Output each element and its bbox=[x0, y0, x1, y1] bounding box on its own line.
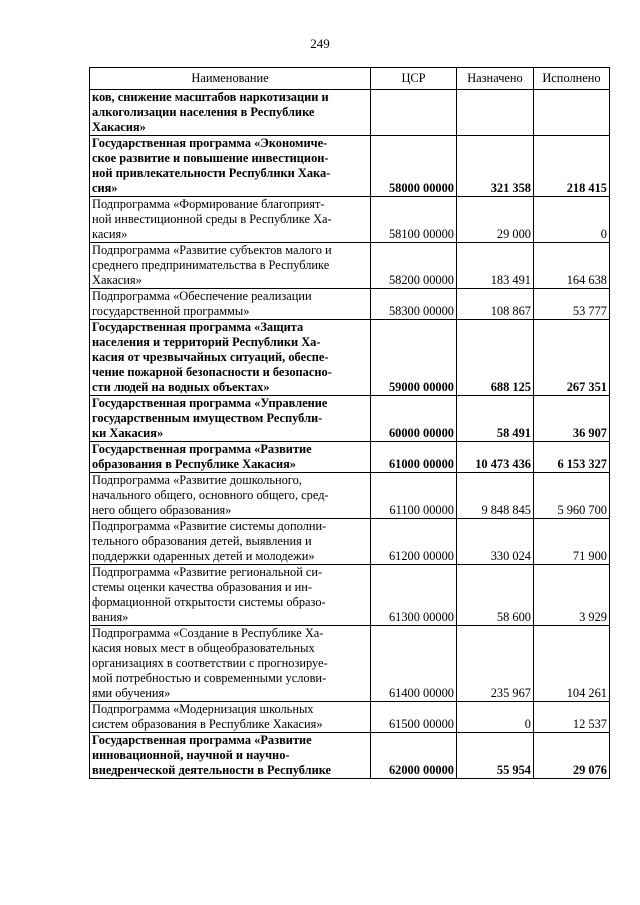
cell-planned: 235 967 bbox=[457, 626, 534, 702]
cell-name bbox=[90, 565, 371, 626]
cell-csr: 58300 00000 bbox=[371, 289, 457, 320]
cell-executed: 5 960 700 bbox=[534, 473, 610, 519]
cell-executed: 29 076 bbox=[534, 733, 610, 779]
cell-name-line: образования в Республике Хакасия» bbox=[92, 457, 296, 471]
cell-csr bbox=[371, 90, 457, 136]
cell-planned: 55 954 bbox=[457, 733, 534, 779]
cell-name-line: поддержки одаренных детей и молодежи» bbox=[92, 549, 315, 563]
cell-csr: 61400 00000 bbox=[371, 626, 457, 702]
cell-name-line: Государственная программа «Развитие bbox=[92, 442, 312, 456]
cell-planned: 9 848 845 bbox=[457, 473, 534, 519]
cell-csr: 60000 00000 bbox=[371, 396, 457, 442]
cell-executed: 218 415 bbox=[534, 136, 610, 197]
table-row bbox=[90, 136, 610, 197]
cell-executed: 53 777 bbox=[534, 289, 610, 320]
header-csr: ЦСР bbox=[371, 68, 457, 90]
cell-name-line: Хакасия» bbox=[92, 120, 146, 134]
cell-name-line: Подпрограмма «Обеспечение реализации bbox=[92, 289, 312, 303]
header-name: Наименование bbox=[90, 68, 371, 90]
cell-planned: 108 867 bbox=[457, 289, 534, 320]
table-row bbox=[90, 473, 610, 519]
cell-executed: 6 153 327 bbox=[534, 442, 610, 473]
cell-name-line: чение пожарной безопасности и безопасно- bbox=[92, 365, 332, 379]
cell-planned: 58 600 bbox=[457, 565, 534, 626]
cell-name-line: Подпрограмма «Развитие субъектов малого и bbox=[92, 243, 332, 257]
cell-csr: 61500 00000 bbox=[371, 702, 457, 733]
cell-name-line: сия» bbox=[92, 181, 118, 195]
cell-name-line: касия» bbox=[92, 227, 128, 241]
page-number: 249 bbox=[310, 36, 330, 51]
cell-executed: 104 261 bbox=[534, 626, 610, 702]
cell-name-line: организациях в соответствии с прогнозируе- bbox=[92, 656, 328, 670]
cell-name-line: внедренческой деятельности в Республике bbox=[92, 763, 332, 777]
cell-name-line: Государственная программа «Защита bbox=[92, 320, 304, 334]
cell-name bbox=[90, 626, 371, 702]
cell-name-line: Подпрограмма «Развитие региональной си- bbox=[92, 565, 323, 579]
cell-executed bbox=[534, 90, 610, 136]
cell-name-line: начального общего, основного общего, сред- bbox=[92, 488, 329, 502]
cell-name bbox=[90, 442, 371, 473]
table-row bbox=[90, 565, 610, 626]
cell-name bbox=[90, 197, 371, 243]
cell-name-line: Подпрограмма «Модернизация школьных bbox=[92, 702, 314, 716]
cell-name-line: систем образования в Республике Хакасия» bbox=[92, 717, 323, 731]
cell-name-line: ков, снижение масштабов наркотизации и bbox=[92, 90, 329, 104]
cell-name-line: алкоголизации населения в Республике bbox=[92, 105, 315, 119]
cell-name-line: тельного образования детей, выявления и bbox=[92, 534, 312, 548]
cell-name bbox=[90, 90, 371, 136]
cell-name bbox=[90, 702, 371, 733]
cell-name-line: ной привлекательности Республики Хака- bbox=[92, 166, 331, 180]
cell-csr: 61300 00000 bbox=[371, 565, 457, 626]
table-row bbox=[90, 733, 610, 779]
cell-name-line: вания» bbox=[92, 610, 129, 624]
cell-planned: 321 358 bbox=[457, 136, 534, 197]
table-row bbox=[90, 519, 610, 565]
cell-csr: 58000 00000 bbox=[371, 136, 457, 197]
cell-executed: 267 351 bbox=[534, 320, 610, 396]
cell-executed: 164 638 bbox=[534, 243, 610, 289]
cell-planned: 58 491 bbox=[457, 396, 534, 442]
cell-name-line: стемы оценки качества образования и ин- bbox=[92, 580, 313, 594]
cell-name bbox=[90, 289, 371, 320]
cell-name bbox=[90, 733, 371, 779]
cell-name-line: него общего образования» bbox=[92, 503, 232, 517]
cell-csr: 61000 00000 bbox=[371, 442, 457, 473]
cell-name bbox=[90, 320, 371, 396]
cell-name-line: Подпрограмма «Создание в Республике Ха- bbox=[92, 626, 324, 640]
cell-executed: 3 929 bbox=[534, 565, 610, 626]
cell-name-line: Государственная программа «Экономиче- bbox=[92, 136, 328, 150]
cell-name-line: Подпрограмма «Развитие дошкольного, bbox=[92, 473, 302, 487]
cell-name-line: мой потребностью и современными услови- bbox=[92, 671, 327, 685]
cell-name-line: формационной открытости системы образо- bbox=[92, 595, 326, 609]
cell-executed: 36 907 bbox=[534, 396, 610, 442]
cell-executed: 71 900 bbox=[534, 519, 610, 565]
table-row bbox=[90, 243, 610, 289]
cell-name-line: Подпрограмма «Формирование благоприят- bbox=[92, 197, 325, 211]
budget-table bbox=[89, 67, 610, 779]
cell-name bbox=[90, 519, 371, 565]
table-row bbox=[90, 442, 610, 473]
cell-name-line: касия от чрезвычайных ситуаций, обеспе- bbox=[92, 350, 329, 364]
cell-executed: 12 537 bbox=[534, 702, 610, 733]
cell-csr: 62000 00000 bbox=[371, 733, 457, 779]
cell-planned: 10 473 436 bbox=[457, 442, 534, 473]
table-row bbox=[90, 197, 610, 243]
table-row bbox=[90, 396, 610, 442]
cell-name-line: ной инвестиционной среды в Республике Ха- bbox=[92, 212, 332, 226]
cell-name-line: государственной программы» bbox=[92, 304, 250, 318]
cell-planned: 330 024 bbox=[457, 519, 534, 565]
cell-name-line: сти людей на водных объектах» bbox=[92, 380, 270, 394]
cell-planned: 688 125 bbox=[457, 320, 534, 396]
cell-csr: 61200 00000 bbox=[371, 519, 457, 565]
cell-name-line: Подпрограмма «Развитие системы дополни- bbox=[92, 519, 327, 533]
header-planned: Назначено bbox=[457, 68, 534, 90]
cell-name-line: государственным имуществом Республи- bbox=[92, 411, 323, 425]
cell-name-line: инновационной, научной и научно- bbox=[92, 748, 290, 762]
cell-name bbox=[90, 473, 371, 519]
cell-csr: 58200 00000 bbox=[371, 243, 457, 289]
cell-name-line: ское развитие и повышение инвестицион- bbox=[92, 151, 329, 165]
table-row bbox=[90, 626, 610, 702]
cell-csr: 59000 00000 bbox=[371, 320, 457, 396]
table-body bbox=[90, 90, 610, 779]
cell-name bbox=[90, 243, 371, 289]
cell-name-line: Государственная программа «Развитие bbox=[92, 733, 312, 747]
header-executed: Исполнено bbox=[534, 68, 610, 90]
table-row bbox=[90, 90, 610, 136]
cell-executed: 0 bbox=[534, 197, 610, 243]
cell-name-line: касия новых мест в общеобразовательных bbox=[92, 641, 315, 655]
table-row bbox=[90, 702, 610, 733]
cell-name bbox=[90, 136, 371, 197]
table-row bbox=[90, 320, 610, 396]
table-row bbox=[90, 289, 610, 320]
cell-csr: 61100 00000 bbox=[371, 473, 457, 519]
cell-name-line: ки Хакасия» bbox=[92, 426, 164, 440]
cell-name-line: населения и территорий Республики Ха- bbox=[92, 335, 321, 349]
cell-name-line: ями обучения» bbox=[92, 686, 171, 700]
table-header-row bbox=[90, 68, 610, 90]
cell-planned bbox=[457, 90, 534, 136]
cell-csr: 58100 00000 bbox=[371, 197, 457, 243]
cell-planned: 183 491 bbox=[457, 243, 534, 289]
cell-name bbox=[90, 396, 371, 442]
cell-name-line: среднего предпринимательства в Республике bbox=[92, 258, 330, 272]
cell-planned: 29 000 bbox=[457, 197, 534, 243]
cell-planned: 0 bbox=[457, 702, 534, 733]
cell-name-line: Хакасия» bbox=[92, 273, 142, 287]
cell-name-line: Государственная программа «Управление bbox=[92, 396, 328, 410]
